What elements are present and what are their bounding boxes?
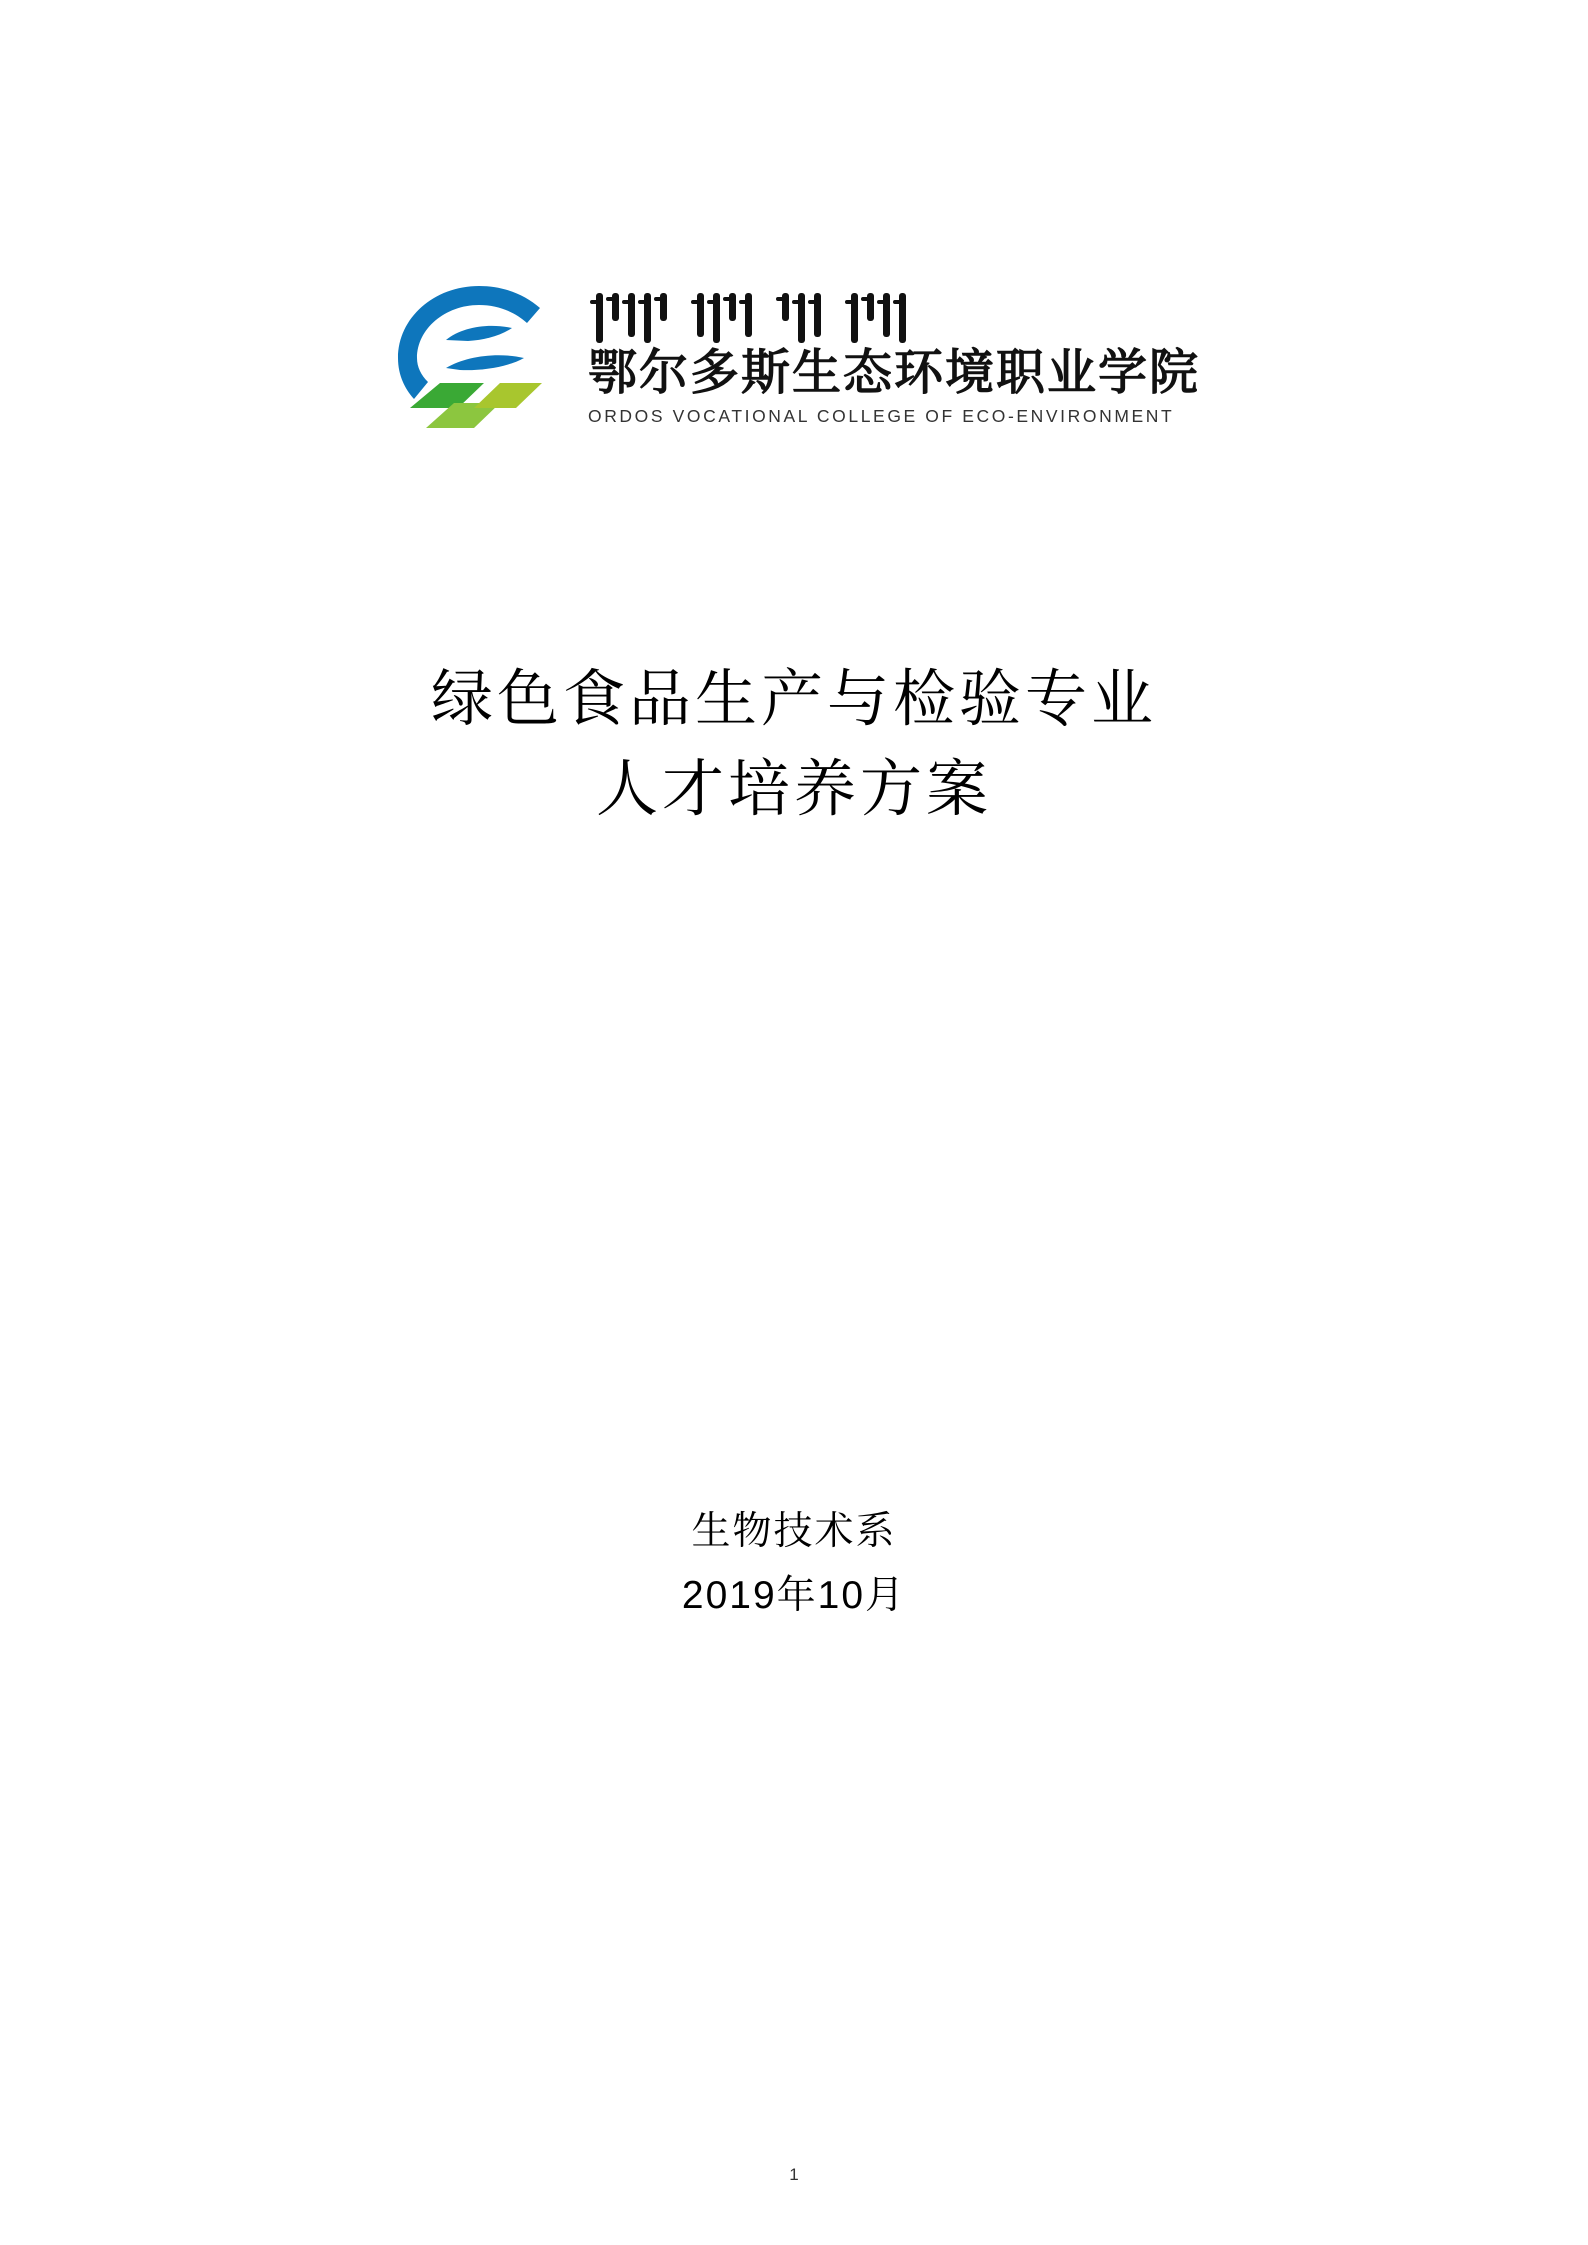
college-logo (0, 278, 1588, 436)
issuer-info (0, 1500, 1588, 1629)
page-title-line-2: 人才培养方案 (595, 754, 992, 824)
page-number: 1 (789, 2165, 799, 2184)
page-title (0, 655, 1588, 835)
mongolian-script-line (596, 293, 1200, 345)
ordos-college-emblem-icon (388, 278, 570, 436)
college-name-cn: 鄂尔多斯生态环境职业学院 (587, 345, 1200, 400)
issuing-department: 生物技术系 (691, 1510, 897, 1553)
college-name-en: ORDOS VOCATIONAL COLLEGE OF ECO-ENVIRONMENT (587, 406, 1175, 427)
issue-date: 2019年10月 (681, 1574, 907, 1618)
page-title-line-1: 绿色食品生产与检验专业 (430, 665, 1157, 734)
